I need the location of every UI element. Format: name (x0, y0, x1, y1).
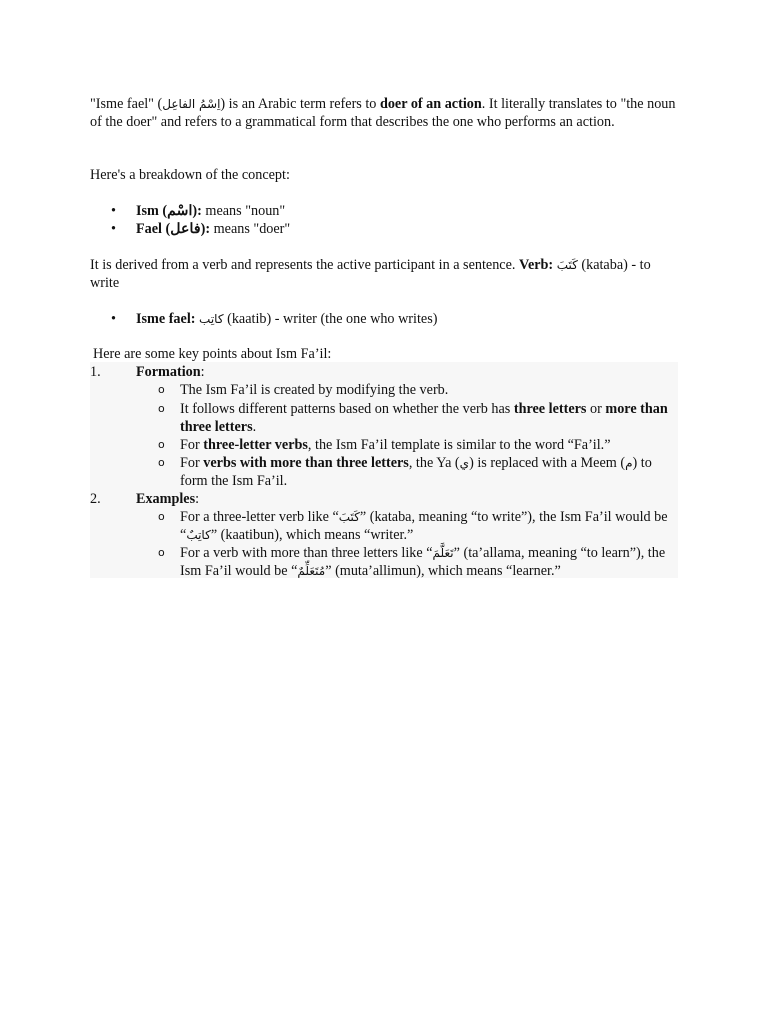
bullet-dot: • (111, 203, 116, 219)
section-title: Examples (136, 491, 196, 507)
document-page: "Isme fael" (اِسْمُ الفاعِل) is an Arabic term refers to doer of an action. It literally translates to "the noun of the doer" and refers to a grammatical form that describes the one who performs an action. Here's a breakdown of the concept: • Ism (اسْم): means "noun" • Fael (فاعل): means "doer" It is derived from a verb and represents the active participant in a sentence. Verb: كَتَبَ (kataba) - to write • Isme fael: كاتِب (kaatib) - writer (the one who writes) Here are some key points about Ism Fa’il: 1. Formation: o The Ism Fa’il is created by modifying the verb. o It follows different patterns based on whether the verb has three letters or more than three letters. o For three-letter verbs, the Ism Fa’il template is similar to the word “Fa’il.” o For verbs with more than three letters, the Ya (ي) is replaced with a Meem (م) to form the Ism Fa’il. 2. Examples: o For a three-letter verb like “كَتَبَ” (kataba, meaning “to write”), the Ism Fa’il would be “كاتِبٌ” (kaatibun), which means “writer.” o For a verb with more than three letters like “تَعَلَّمَ” (ta’allama, meaning “to learn”), the Ism Fa’il would be “مُتَعَلِّمٌ” (muta’allimun), which means “learner.” (0, 0, 768, 1024)
arabic-term: اِسْمُ الفاعِل (162, 97, 221, 111)
bullet-dot: • (111, 221, 116, 237)
section-number: 1. (90, 364, 101, 380)
bold-doer: doer of an action (379, 96, 482, 112)
breakdown-heading: Here's a breakdown of the concept: (90, 167, 290, 183)
intro-paragraph: "Isme fael" (اِسْمُ الفاعِل) is an Arabic term refers to doer of an action. It literally translates to "the noun of the doer" and refers to a grammatical form that describes the one who performs an action. (90, 96, 676, 130)
bullet-dot: • (111, 311, 116, 327)
derived-paragraph: It is derived from a verb and represents the active participant in a sentence. Verb: كَتَبَ (kataba) - to write (90, 257, 651, 291)
key-points-heading: Here are some key points about Ism Fa’il: (93, 346, 332, 362)
section-title: Formation (136, 364, 201, 380)
section-number: 2. (90, 491, 101, 507)
